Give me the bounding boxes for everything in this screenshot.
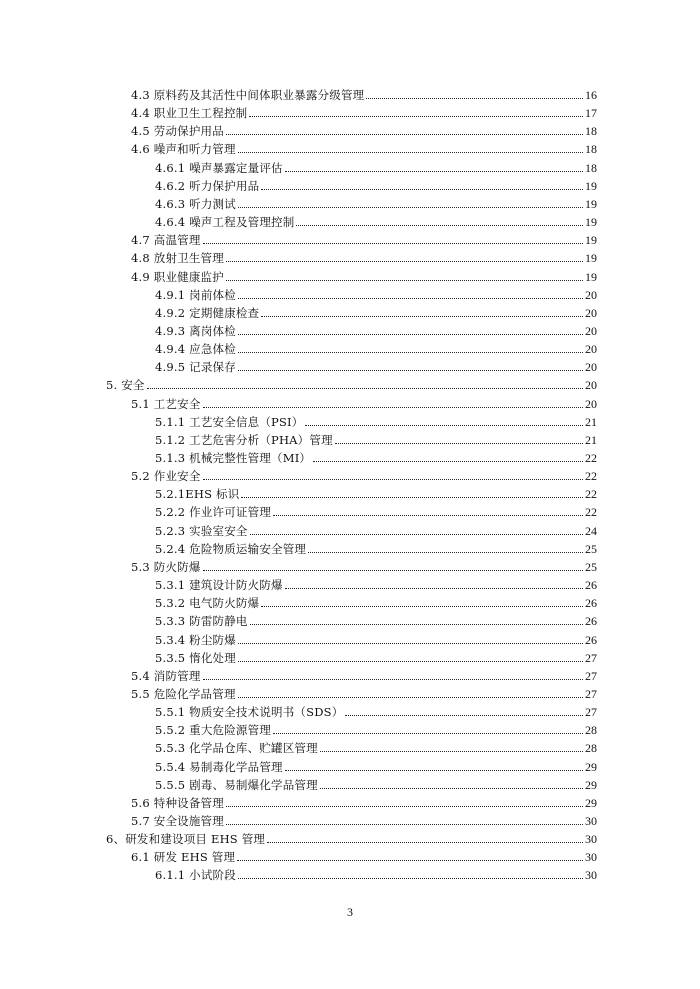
toc-entry-page: 28 xyxy=(585,723,597,738)
toc-leader-dots xyxy=(238,207,583,208)
toc-leader-dots xyxy=(226,824,583,825)
toc-leader-dots xyxy=(203,243,583,244)
toc-entry[interactable] xyxy=(155,411,597,429)
toc-leader-dots xyxy=(296,225,583,226)
toc-leader-dots xyxy=(345,715,583,716)
toc-entry-title: 4.6 噪声和听力管理 xyxy=(131,142,236,157)
toc-leader-dots xyxy=(238,152,583,153)
toc-leader-dots xyxy=(250,534,583,535)
toc-entry[interactable] xyxy=(131,465,597,483)
toc-leader-dots xyxy=(147,388,583,389)
toc-entry-title: 5.2.2 作业许可证管理 xyxy=(155,505,272,520)
toc-entry-page: 19 xyxy=(585,233,597,248)
toc-entry[interactable] xyxy=(155,610,597,628)
toc-leader-dots xyxy=(285,770,583,771)
toc-leader-dots xyxy=(249,116,583,117)
toc-entry-page: 20 xyxy=(585,305,597,320)
toc-entry-page: 18 xyxy=(585,124,597,139)
toc-entry[interactable] xyxy=(155,538,597,556)
toc-entry-title: 5.5.1 物质安全技术说明书（SDS） xyxy=(155,705,344,720)
toc-leader-dots xyxy=(261,316,583,317)
toc-entry[interactable] xyxy=(155,211,597,229)
toc-entry[interactable] xyxy=(155,864,597,882)
toc-entry-page: 25 xyxy=(585,559,597,574)
toc-entry-page: 27 xyxy=(585,668,597,683)
toc-entry-title: 6.1.1 小试阶段 xyxy=(155,868,236,883)
toc-entry-title: 4.9.3 离岗体检 xyxy=(155,323,236,338)
toc-entry[interactable] xyxy=(155,774,597,792)
toc-entry[interactable] xyxy=(155,737,597,755)
toc-leader-dots xyxy=(238,878,583,879)
toc-entry[interactable] xyxy=(131,792,597,810)
toc-entry-title: 5.1.2 工艺危害分析（PHA）管理 xyxy=(155,432,333,447)
toc-entry-page: 19 xyxy=(585,196,597,211)
toc-entry-title: 5.5 危险化学品管理 xyxy=(131,686,236,701)
toc-leader-dots xyxy=(267,842,583,843)
toc-entry-title: 4.6.4 噪声工程及管理控制 xyxy=(155,215,295,230)
toc-entry-page: 19 xyxy=(585,215,597,230)
toc-entry[interactable] xyxy=(131,247,597,265)
toc-leader-dots xyxy=(238,643,583,644)
toc-entry[interactable] xyxy=(155,629,597,647)
toc-entry-page: 24 xyxy=(585,523,597,538)
toc-entry-title: 5.7 安全设施管理 xyxy=(131,814,224,828)
toc-leader-dots xyxy=(238,370,583,371)
toc-entry-page: 25 xyxy=(585,541,597,556)
toc-leader-dots xyxy=(241,497,583,498)
toc-leader-dots xyxy=(238,298,583,299)
toc-entry-page: 18 xyxy=(585,142,597,157)
toc-entry-page: 20 xyxy=(585,287,597,302)
toc-entry-page: 20 xyxy=(585,378,597,393)
toc-entry-title: 4.7 高温管理 xyxy=(131,233,201,248)
toc-entry[interactable] xyxy=(155,701,597,719)
toc-leader-dots xyxy=(226,280,583,281)
toc-entry[interactable] xyxy=(131,556,597,574)
toc-entry[interactable] xyxy=(131,393,597,411)
toc-entry-page: 21 xyxy=(585,432,597,447)
toc-entry[interactable] xyxy=(155,193,597,211)
toc-entry-title: 4.9.4 应急体检 xyxy=(155,342,236,357)
toc-entry-title: 5.1 工艺安全 xyxy=(131,396,201,411)
toc-entry-title: 4.9.1 岗前体检 xyxy=(155,287,236,302)
toc-entry-page: 22 xyxy=(585,505,597,520)
toc-entry-title: 5.2.3 实验室安全 xyxy=(155,523,248,538)
toc-entry[interactable] xyxy=(106,828,597,846)
toc-entry[interactable] xyxy=(155,157,597,175)
toc-entry-title: 5.4 消防管理 xyxy=(131,668,201,683)
toc-entry[interactable] xyxy=(155,483,597,501)
toc-entry-title: 5.5.5 剧毒、易制爆化学品管理 xyxy=(155,777,318,792)
toc-entry[interactable] xyxy=(155,647,597,665)
toc-entry-page: 20 xyxy=(585,396,597,411)
toc-entry-page: 17 xyxy=(585,106,597,121)
toc-entry-title: 5.2.1EHS 标识 xyxy=(155,487,240,502)
toc-entry-title: 4.9 职业健康监护 xyxy=(131,269,224,284)
toc-entry[interactable] xyxy=(155,356,597,374)
toc-leader-dots xyxy=(238,352,583,353)
toc-entry-page: 29 xyxy=(585,777,597,792)
toc-leader-dots xyxy=(320,788,583,789)
toc-entry-page: 19 xyxy=(585,251,597,266)
toc-leader-dots xyxy=(313,461,583,462)
toc-entry-page: 22 xyxy=(585,487,597,502)
toc-entry[interactable] xyxy=(131,229,597,247)
toc-leader-dots xyxy=(285,171,583,172)
toc-entry-title: 4.3 原料药及其活性中间体职业暴露分级管理 xyxy=(131,88,365,102)
toc-leader-dots xyxy=(203,479,583,480)
toc-entry-title: 4.6.2 听力保护用品 xyxy=(155,178,260,193)
toc-entry[interactable] xyxy=(155,284,597,302)
toc-entry-title: 5.5.2 重大危险源管理 xyxy=(155,723,272,738)
toc-entry[interactable] xyxy=(155,501,597,519)
toc-entry-title: 4.6.3 听力测试 xyxy=(155,196,236,211)
toc-entry-page: 30 xyxy=(585,814,597,828)
toc-leader-dots xyxy=(320,751,583,752)
toc-entry[interactable] xyxy=(155,574,597,592)
toc-entry[interactable] xyxy=(155,447,597,465)
toc-entry-title: 6、研发和建设项目 EHS 管理 xyxy=(106,832,266,847)
toc-entry-page: 28 xyxy=(585,741,597,756)
toc-leader-dots xyxy=(261,189,583,190)
toc-entry[interactable] xyxy=(106,374,597,392)
toc-leader-dots xyxy=(226,806,583,807)
toc-leader-dots xyxy=(305,425,583,426)
toc-entry-page: 30 xyxy=(585,868,597,883)
toc-entry-page: 20 xyxy=(585,342,597,357)
toc-entry[interactable] xyxy=(131,120,597,138)
toc-leader-dots xyxy=(273,733,583,734)
toc-entry[interactable] xyxy=(131,846,597,864)
toc-entry-title: 5.3.3 防雷防静电 xyxy=(155,614,248,629)
toc-leader-dots xyxy=(285,588,583,589)
toc-entry-page: 26 xyxy=(585,596,597,611)
toc-entry[interactable] xyxy=(155,175,597,193)
toc-entry-page: 30 xyxy=(585,850,597,865)
toc-leader-dots xyxy=(203,407,583,408)
toc-entry-title: 4.9.5 记录保存 xyxy=(155,360,236,375)
toc-entry-page: 27 xyxy=(585,705,597,720)
toc-leader-dots xyxy=(237,860,583,861)
toc-entry-page: 27 xyxy=(585,686,597,701)
toc-entry-title: 5.3 防火防爆 xyxy=(131,559,201,574)
toc-entry-title: 5.3.5 惰化处理 xyxy=(155,650,236,665)
toc-entry-title: 4.4 职业卫生工程控制 xyxy=(131,106,248,121)
toc-entry-title: 5.6 特种设备管理 xyxy=(131,795,224,810)
toc-leader-dots xyxy=(335,443,583,444)
toc-entry-title: 5.5.4 易制毒化学品管理 xyxy=(155,759,283,774)
toc-leader-dots xyxy=(273,515,583,516)
toc-entry-title: 5. 安全 xyxy=(106,378,145,393)
toc-entry-page: 26 xyxy=(585,578,597,593)
toc-entry-title: 5.3.2 电气防火防爆 xyxy=(155,596,260,611)
toc-entry-page: 27 xyxy=(585,650,597,665)
toc-entry[interactable] xyxy=(131,138,597,156)
toc-entry[interactable] xyxy=(131,665,597,683)
toc-leader-dots xyxy=(261,606,583,607)
toc-entry[interactable] xyxy=(131,266,597,284)
toc-entry-page: 18 xyxy=(585,160,597,175)
toc-entry-title: 5.1.3 机械完整性管理（MI） xyxy=(155,451,312,465)
toc-entry-page: 20 xyxy=(585,360,597,375)
toc-leader-dots xyxy=(308,552,583,553)
toc-entry-title: 4.9.2 定期健康检查 xyxy=(155,305,260,320)
toc-leader-dots xyxy=(203,679,583,680)
toc-leader-dots xyxy=(238,697,583,698)
toc-entry[interactable] xyxy=(155,756,597,774)
toc-entry-page: 26 xyxy=(585,614,597,629)
toc-entry[interactable] xyxy=(155,338,597,356)
toc-entry-page: 19 xyxy=(585,269,597,284)
toc-entry[interactable] xyxy=(155,429,597,447)
toc-entry[interactable] xyxy=(131,84,597,102)
toc-entry[interactable] xyxy=(131,102,597,120)
toc-entry-title: 5.3.4 粉尘防爆 xyxy=(155,632,236,647)
toc-leader-dots xyxy=(226,134,583,135)
toc-leader-dots xyxy=(366,98,583,99)
toc-entry-title: 5.5.3 化学品仓库、贮罐区管理 xyxy=(155,741,318,756)
toc-entry-page: 29 xyxy=(585,759,597,774)
toc-leader-dots xyxy=(238,661,583,662)
toc-leader-dots xyxy=(203,570,583,571)
toc-entry-title: 5.2.4 危险物质运输安全管理 xyxy=(155,541,307,556)
toc-entry[interactable] xyxy=(131,683,597,701)
toc-entry[interactable] xyxy=(155,302,597,320)
toc-entry-page: 21 xyxy=(585,414,597,429)
toc-leader-dots xyxy=(238,334,583,335)
toc-entry-page: 20 xyxy=(585,323,597,338)
toc-entry[interactable] xyxy=(155,719,597,737)
toc-entry-title: 6.1 研发 EHS 管理 xyxy=(131,850,236,865)
toc-entry-page: 22 xyxy=(585,451,597,465)
toc-entry[interactable] xyxy=(155,320,597,338)
toc-entry-page: 16 xyxy=(585,88,597,102)
toc-leader-dots xyxy=(250,624,583,625)
toc-entry-title: 5.3.1 建筑设计防火防爆 xyxy=(155,578,283,593)
toc-entry[interactable] xyxy=(155,592,597,610)
page-number: 3 xyxy=(347,905,353,919)
toc-entry-page: 22 xyxy=(585,469,597,484)
toc-entry-title: 4.5 劳动保护用品 xyxy=(131,124,224,139)
toc-entry-title: 4.6.1 噪声暴露定量评估 xyxy=(155,160,283,175)
toc-entry[interactable] xyxy=(131,810,597,828)
toc-leader-dots xyxy=(226,261,583,262)
toc-entry-title: 5.1.1 工艺安全信息（PSI） xyxy=(155,414,304,429)
toc-entry-title: 4.8 放射卫生管理 xyxy=(131,251,224,266)
toc-entry-title: 5.2 作业安全 xyxy=(131,469,201,484)
toc-entry-page: 26 xyxy=(585,632,597,647)
toc-entry-page: 19 xyxy=(585,178,597,193)
toc-entry[interactable] xyxy=(155,520,597,538)
toc-entry-page: 30 xyxy=(585,832,597,847)
toc-entry-page: 29 xyxy=(585,795,597,810)
